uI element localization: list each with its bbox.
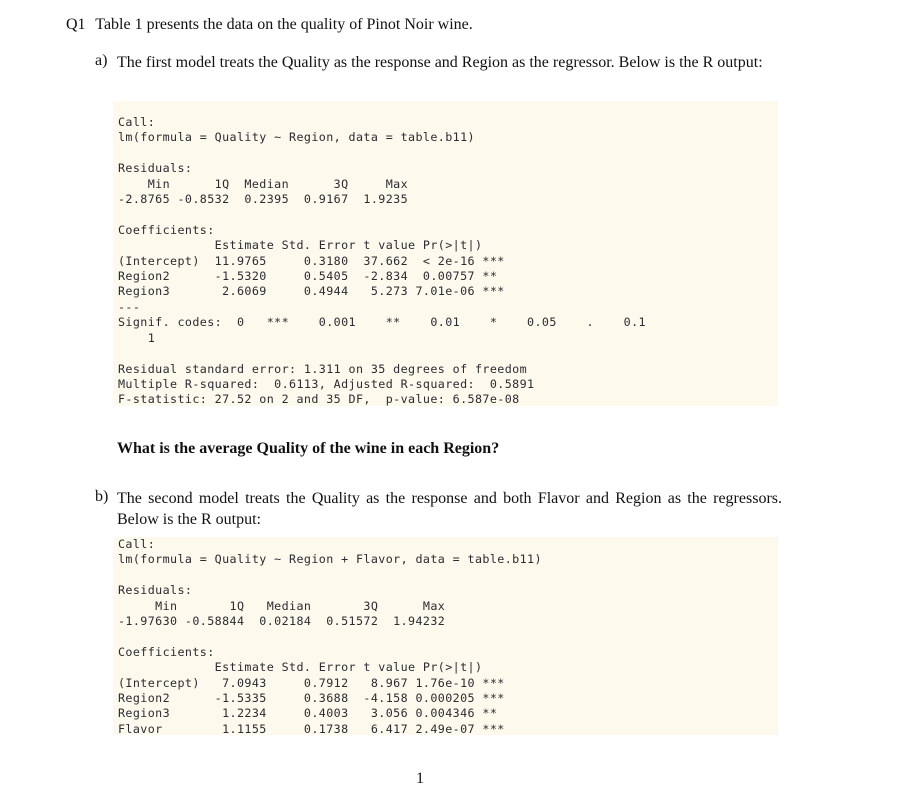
question-1-text: Table 1 presents the data on the quality of Pinot Noir wine.	[95, 16, 473, 33]
r-output-line: Region2 -1.5320 0.5405 -2.834 0.00757 **	[118, 269, 498, 284]
part-a-label: a)	[95, 52, 108, 69]
r-output-line: Region2 -1.5335 0.3688 -4.158 0.000205 ***	[118, 691, 505, 706]
r-output-line: lm(formula = Quality ~ Region + Flavor, data = table.b11)	[118, 552, 542, 567]
r-output-line: 1	[118, 330, 156, 345]
page-number: 1	[416, 770, 424, 787]
r-output-line: (Intercept) 7.0943 0.7912 8.967 1.76e-10 ***	[118, 675, 505, 690]
r-output-line: Residual standard error: 1.311 on 35 degrees of freedom	[118, 361, 528, 376]
r-output-line: Estimate Std. Error t value Pr(>|t|)	[118, 660, 483, 675]
r-output-line: Residuals:	[118, 161, 193, 176]
part-a-intro	[95, 52, 785, 96]
r-output-line: Min 1Q Median 3Q Max	[118, 598, 446, 613]
r-output-line: Residuals:	[118, 583, 193, 598]
question-number: Q1	[66, 16, 86, 33]
r-output-line: Region3 1.2234 0.4003 3.056 0.004346 **	[118, 706, 498, 721]
r-output-line: Min 1Q Median 3Q Max	[118, 176, 409, 191]
r-output-model-2-text	[113, 537, 778, 737]
r-output-model-2	[113, 537, 778, 735]
r-output-line: Multiple R-squared: 0.6113, Adjusted R-squared: 0.5891	[118, 376, 535, 391]
r-output-line: lm(formula = Quality ~ Region, data = table.b11)	[118, 130, 475, 145]
r-output-line: Flavor 1.1155 0.1738 6.417 2.49e-07 ***	[118, 721, 505, 736]
r-output-line: Estimate Std. Error t value Pr(>|t|)	[118, 238, 483, 253]
r-output-line: Call:	[118, 537, 156, 551]
r-output-line: Call:	[118, 115, 156, 129]
part-b-label: b)	[95, 488, 109, 505]
r-output-line: (Intercept) 11.9765 0.3180 37.662 < 2e-16 ***	[118, 253, 505, 268]
part-a-text: The first model treats the Quality as the response and Region as the regressor. Below is the R output:	[117, 54, 763, 71]
r-output-model-1	[113, 101, 778, 406]
part-a-question: What is the average Quality of the wine in each Region?	[117, 440, 500, 457]
r-output-line: Coefficients:	[118, 222, 215, 237]
question-1-heading	[66, 16, 473, 34]
part-b-intro	[95, 488, 785, 532]
r-output-line: F-statistic: 27.52 on 2 and 35 DF, p-value: 6.587e-08	[118, 392, 520, 407]
r-output-line: ---	[118, 299, 141, 314]
r-output-line: Region3 2.6069 0.4944 5.273 7.01e-06 ***	[118, 284, 505, 299]
r-output-model-1-text	[113, 101, 778, 408]
r-output-line: -1.97630 -0.58844 0.02184 0.51572 1.94232	[118, 614, 446, 629]
part-b-text: The second model treats the Quality as the response and both Flavor and Region as the regressors. Below is the R output:	[117, 490, 782, 528]
r-output-line: -2.8765 -0.8532 0.2395 0.9167 1.9235	[118, 192, 409, 207]
r-output-line: Coefficients:	[118, 644, 215, 659]
r-output-line: Signif. codes: 0 *** 0.001 ** 0.01 * 0.05 . 0.1	[118, 315, 646, 330]
